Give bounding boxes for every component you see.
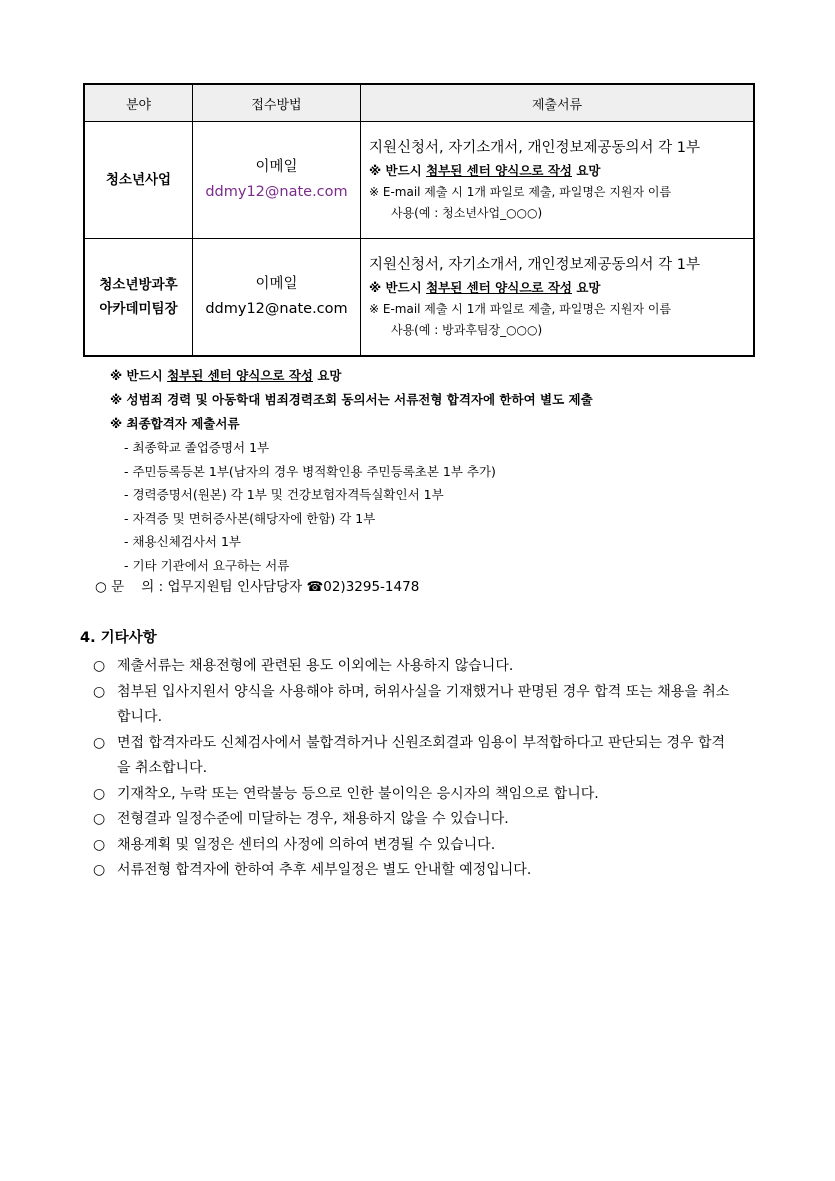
notes-block [110,364,750,577]
warning-underline: 첨부된 센터 양식으로 작성 [426,163,572,178]
bullet-icon: ○ [93,836,106,853]
list-item [93,858,733,884]
row-documents [361,239,755,357]
row-category [84,239,193,357]
header-field: 분야 [84,84,193,122]
doc-email-note: ※ E-mail 제출 시 1개 파일로 제출, 파일명은 지원자 이름 [369,302,672,316]
list-item-text: 첨부된 입사지원서 양식을 사용해야 하며, 허위사실을 기재했거나 판명된 경우 합격 또는 채용을 취소합니다. [117,683,730,725]
header-method: 접수방법 [193,84,361,122]
doc-line: 지원신청서, 자기소개서, 개인정보제공동의서 각 1부 [369,140,701,156]
list-item [93,680,733,731]
method-label: 이메일 [255,159,298,175]
warning-prefix: ※ 반드시 [369,280,427,295]
list-item [93,654,733,680]
list-item-text: 면접 합격자라도 신체검사에서 불합격하거나 신원조회결과 임용이 부적합하다고 판단되는 경우 합격을 취소합니다. [117,734,726,776]
category-line: 청소년사업 [105,172,172,188]
note-template-required [110,364,750,388]
submission-table [83,83,755,357]
list-item-text: 제출서류는 채용전형에 관련된 용도 이외에는 사용하지 않습니다. [117,658,514,674]
final-doc-item: - 채용신체검사서 1부 [124,534,242,549]
method-label: 이메일 [255,276,298,292]
doc-line: 지원신청서, 자기소개서, 개인정보제공동의서 각 1부 [369,257,701,273]
list-item-text: 기재착오, 누락 또는 연락불능 등으로 인한 불이익은 응시자의 책임으로 합니다. [117,785,599,802]
warning-suffix: 요망 [571,280,601,295]
list-item [93,833,733,859]
email-link[interactable]: ddmy12@nate.com [205,301,348,317]
bullet-icon: ○ [93,734,106,751]
warning-suffix: 요망 [571,163,601,178]
bullet-icon: ○ [93,658,106,674]
final-doc-item: - 자격증 및 면허증사본(해당자에 한함) 각 1부 [124,510,376,526]
note-final-docs-title: ※ 최종합격자 제출서류 [110,416,240,431]
bullet-icon: ○ [93,811,106,827]
list-item [93,731,733,782]
table-row [84,239,754,357]
header-documents: 제출서류 [361,84,755,122]
note-suffix: 요망 [312,368,342,383]
contact-line: ○ 문 의 : 업무지원팀 인사담당자 ☎02)3295-1478 [95,579,420,595]
final-doc-item: - 최종학교 졸업증명서 1부 [124,440,270,455]
final-doc-item: - 기타 기관에서 요구하는 서류 [124,557,290,573]
final-doc-item: - 주민등록등본 1부(남자의 경우 병적확인용 주민등록초본 1부 추가) [124,463,496,479]
row-method [193,122,361,239]
section-title: 4. 기타사항 [80,630,157,646]
doc-warning [369,277,753,299]
warning-underline: 첨부된 센터 양식으로 작성 [426,280,572,295]
row-method [193,239,361,357]
table-row [84,122,754,239]
note-underline: 첨부된 센터 양식으로 작성 [167,368,313,383]
row-documents [361,122,755,239]
bullet-icon: ○ [93,862,106,878]
bullet-icon: ○ [93,683,106,700]
email-link[interactable]: ddmy12@nate.com [205,184,348,200]
category-line: 아카데미팀장 [99,301,178,317]
category-line: 청소년방과후 [99,277,178,293]
list-item-text: 채용계획 및 일정은 센터의 사정에 의하여 변경될 수 있습니다. [117,836,496,853]
doc-email-example: 사용(예 : 방과후팀장_○○○) [391,323,543,337]
final-doc-item: - 경력증명서(원본) 각 1부 및 건강보험자격득실확인서 1부 [124,487,444,502]
note-prefix: ※ 반드시 [110,368,168,383]
list-item-text: 전형결과 일정수준에 미달하는 경우, 채용하지 않을 수 있습니다. [117,811,509,827]
doc-email-example: 사용(예 : 청소년사업_○○○) [391,206,543,220]
list-item [93,782,733,808]
other-items-list [93,654,733,884]
note-background-check: ※ 성범죄 경력 및 아동학대 범죄경력조회 동의서는 서류전형 합격자에 한하여 별도 제출 [110,392,593,407]
list-item [93,807,733,833]
warning-prefix: ※ 반드시 [369,163,427,178]
list-item-text: 서류전형 합격자에 한하여 추후 세부일정은 별도 안내할 예정입니다. [117,862,532,878]
doc-warning [369,160,753,182]
table-header-row [84,84,754,122]
row-category [84,122,193,239]
doc-email-note: ※ E-mail 제출 시 1개 파일로 제출, 파일명은 지원자 이름 [369,185,672,199]
bullet-icon: ○ [93,785,106,802]
